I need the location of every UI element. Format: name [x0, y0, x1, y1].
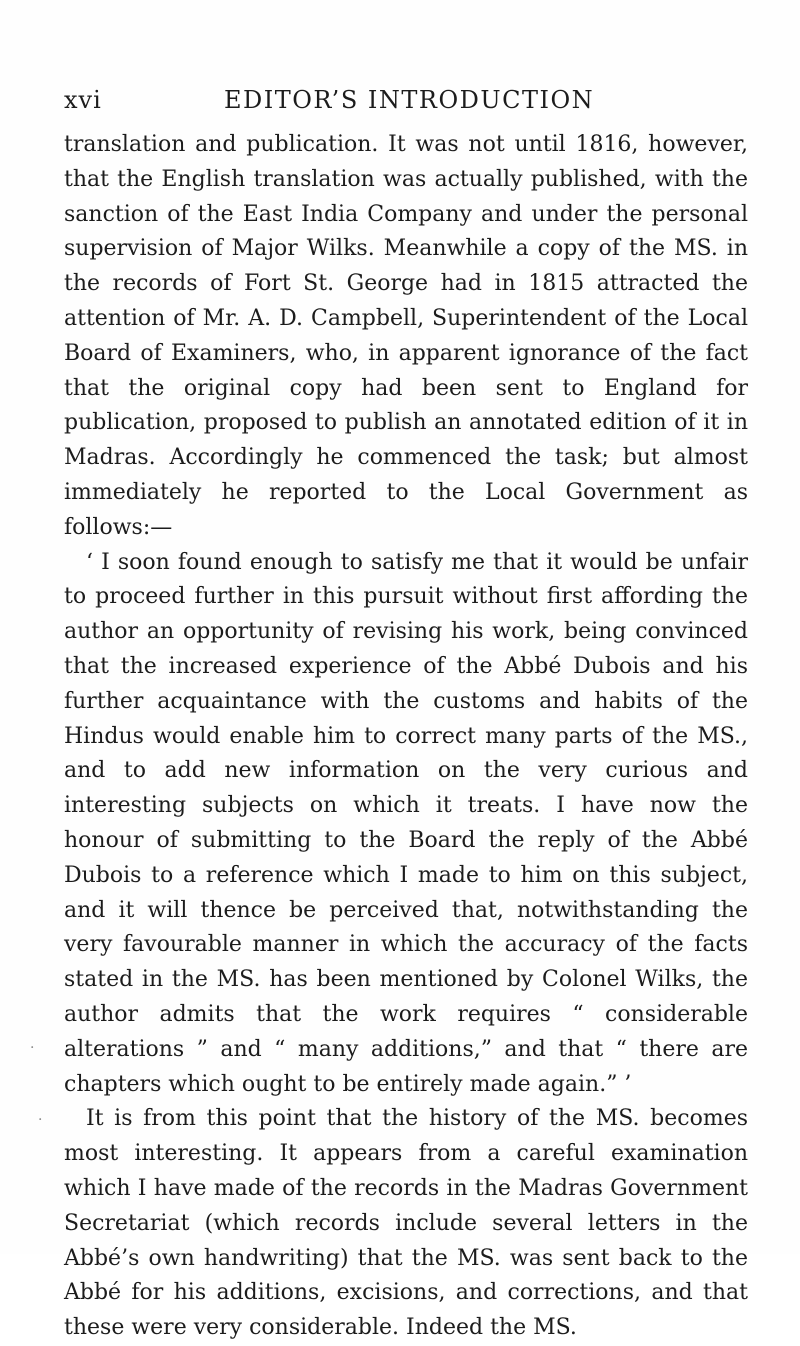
paragraph-quotation: ‘ I soon found enough to satisfy me that it would be unfair to proceed further in this pursuit without first affording the author an opportunity of revising his work, being convinced that the increased experience of the Abbé Dubois and his further acquaintance with the customs and habits of the Hindus would enable him to correct many parts of the MS., and to add new information on the very curious and interesting subjects on which it treats. I have now the honour of submitting to the Board the reply of the Abbé Dubois to a reference which I made to him on this subject, and it will thence be perceived that, notwithstanding the very favourable manner in which the accuracy of the facts stated in the MS. has been mentioned by Colonel Wilks, the author admits that the work requires “ considerable alterations ” and “ many additions,” and that “ there are chapters which ought to be entirely made again.” ’ [64, 549, 748, 1097]
page-number: xvi [64, 86, 102, 114]
body-text [64, 128, 748, 1346]
margin-blemish: · [38, 1112, 43, 1128]
page-header [64, 86, 744, 122]
running-title: EDITOR’S INTRODUCTION [224, 86, 595, 114]
paragraph-history: It is from this point that the history of the MS. becomes most interesting. It appears from a careful examination which I have made of the records in the Madras Government Secretariat (which records include several letters in the Abbé’s own handwriting) that the MS. was sent back to the Abbé for his additions, excisions, and corrections, and that these were very considerable. Indeed the MS. [64, 1106, 748, 1341]
margin-blemish: · [30, 1040, 35, 1056]
paragraph-continuation: translation and publication. It was not until 1816, however, that the English translation was actually published, with the sanction of the East India Company and under the personal supervision of Major Wilks. Meanwhile a copy of the MS. in the records of Fort St. George had in 1815 attracted the attention of Mr. A. D. Campbell, Superintendent of the Local Board of Examiners, who, in apparent ignorance of the fact that the original copy had been sent to England for publication, proposed to publish an annotated edition of it in Madras. Accordingly he commenced the task; but almost immediately he reported to the Local Government as follows:— [64, 132, 748, 540]
